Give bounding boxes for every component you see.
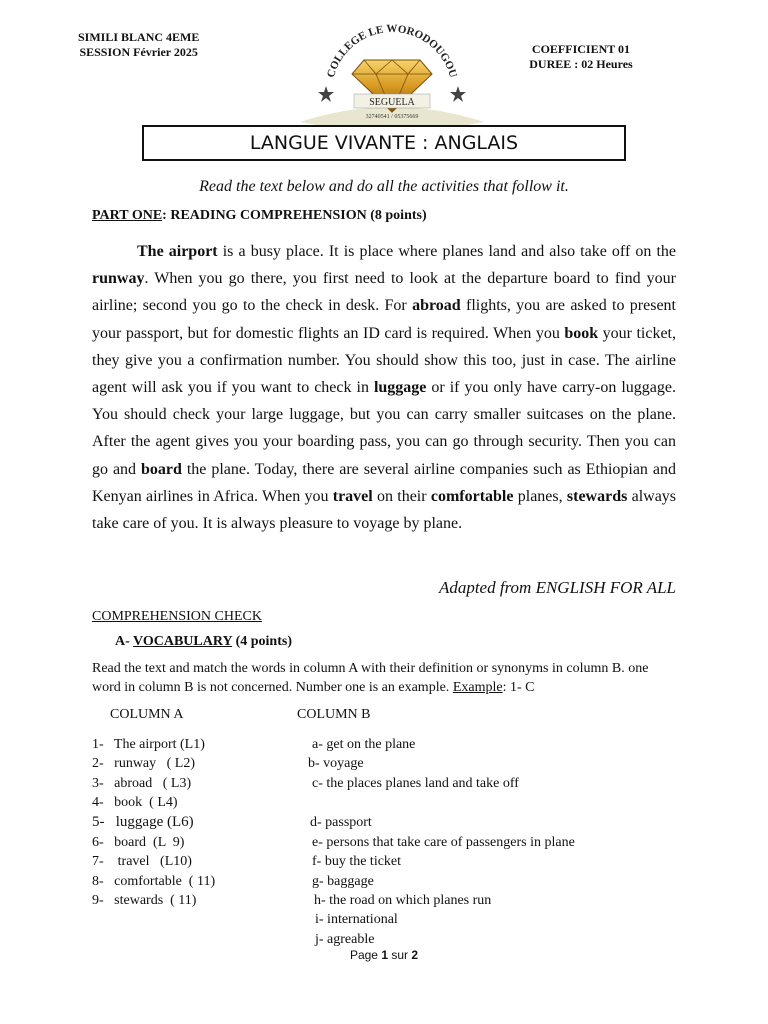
passage-text: your ticket, they give you a confirmation number. You should show this too, just in case. The airline agent will ask you if you want to check in [92, 324, 676, 397]
column-a-item: 7- travel (L10) [92, 854, 192, 869]
vocab-word: luggage [373, 379, 427, 397]
passage-text: . When you go there, you first need to look at the departure board to find your airline; second you go to the check in desk. For [92, 270, 676, 315]
exam-session: SESSION Février 2025 [79, 45, 198, 59]
passage-text: or if you only have carry-on luggage. You should check your large luggage, but you can carry smaller suitcases on the plane. After the agent gives you your boarding pass, you can go through security. Then you can go and [92, 379, 676, 478]
example-label: Example [452, 680, 503, 695]
vocabulary-instruction [92, 659, 676, 697]
column-b-item: a- get on the plane [312, 737, 416, 752]
column-a-item: 4- book ( L4) [92, 795, 178, 810]
vocabulary-points: (4 points) [232, 634, 292, 649]
vocab-word: board [141, 460, 182, 478]
column-b-item: b- voyage [308, 756, 364, 771]
column-b-item: c- the places planes land and take off [312, 776, 519, 791]
part-one-title: : READING COMPREHENSION (8 points) [162, 208, 427, 223]
vocab-word: comfortable [430, 487, 514, 505]
exam-type: SIMILI BLANC 4EME [78, 30, 200, 44]
column-a-item: 5- luggage (L6) [92, 814, 194, 830]
footer-total-pages: 2 [411, 948, 419, 962]
vocabulary-prefix: A- [115, 634, 134, 649]
column-b-item: h- the road on which planes run [314, 893, 492, 908]
duration: DUREE : 02 Heures [529, 57, 633, 71]
reading-passage [92, 238, 676, 537]
part-one-heading [92, 208, 427, 224]
vocab-word: stewards [566, 487, 628, 505]
passage-text: is a busy place. It is place where planes land and also take off on the [217, 243, 677, 260]
page-footer [0, 948, 768, 962]
subject-title: LANGUE VIVANTE : ANGLAIS [142, 125, 626, 161]
general-instruction: Read the text below and do all the activities that follow it. [199, 178, 569, 195]
column-a-item: 2- runway ( L2) [92, 756, 196, 771]
column-a-item: 3- abroad ( L3) [92, 776, 192, 791]
column-a-item: 8- comfortable ( 11) [92, 874, 216, 889]
passage-text: on their [372, 487, 431, 505]
vocabulary-label: VOCABULARY [133, 634, 233, 649]
column-b-item: g- baggage [312, 874, 374, 889]
column-b-item: e- persons that take care of passengers in plane [312, 835, 575, 850]
passage-text: planes, [513, 487, 567, 505]
footer-current-page: 1 [381, 948, 388, 962]
example-value: : 1- C [502, 680, 535, 695]
star-icon [450, 86, 466, 102]
column-b-header: COLUMN B [297, 707, 371, 722]
vocab-word: travel [332, 487, 373, 505]
column-a-item: 1- The airport (L1) [92, 737, 205, 752]
vocab-word: runway [92, 270, 145, 288]
logo-city: SEGUELA [369, 97, 415, 108]
column-b-item: i- international [315, 912, 398, 927]
footer-page-word: Page [349, 948, 382, 962]
vocab-word: abroad [412, 297, 461, 315]
passage-text: the plane. Today, there are several airline companies such as Ethiopian and Kenyan airlines in Africa. When you [92, 460, 676, 505]
vocabulary-instruction-text: Read the text and match the words in column A with their definition or synonyms in column B. one word in column B is not concerned. Number one is an example. [92, 661, 649, 695]
exam-header-right [516, 42, 646, 72]
comprehension-check-heading: COMPREHENSION CHECK [92, 609, 262, 624]
vocabulary-heading [115, 634, 292, 650]
column-a-item: 6- board (L 9) [92, 835, 185, 850]
logo-phone: 32740541 / 05375669 [365, 114, 419, 120]
coefficient: COEFFICIENT 01 [531, 42, 631, 56]
footer-of-word: sur [388, 948, 412, 962]
column-a-item: 9- stewards ( 11) [92, 893, 197, 908]
column-b-item: f- buy the ticket [312, 854, 402, 869]
vocab-word: book [564, 324, 599, 342]
exam-header-left [78, 30, 199, 60]
school-logo [292, 22, 492, 126]
column-a-header: COLUMN A [110, 707, 184, 722]
passage-source: Adapted from ENGLISH FOR ALL [438, 578, 676, 597]
star-icon [318, 86, 334, 102]
part-one-label: PART ONE [92, 208, 163, 223]
passage-text: always take care of you. It is always pleasure to voyage by plane. [92, 487, 677, 533]
column-b-item: d- passport [310, 815, 372, 830]
vocab-word: The airport [137, 243, 218, 260]
logo-arc-text: COLLEGE LE WORODOUGOU [324, 22, 460, 79]
column-b-item: j- agreable [315, 932, 375, 947]
passage-text: flights, you are asked to present your passport, but for domestic flights an ID card is required. When you [92, 297, 677, 342]
